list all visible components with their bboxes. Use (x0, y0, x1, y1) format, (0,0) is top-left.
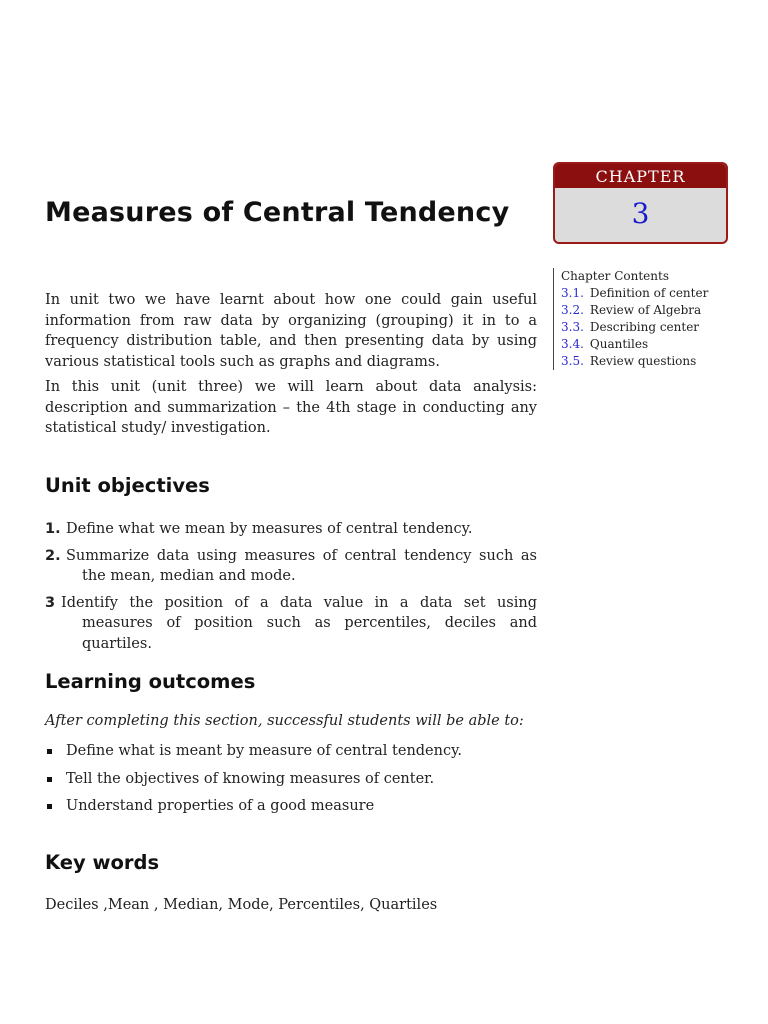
toc-item-number[interactable]: 3.1. (561, 286, 584, 300)
list-marker: 1. (45, 521, 61, 537)
toc-item-number[interactable]: 3.5. (561, 354, 584, 368)
toc-item-label: Review questions (589, 354, 697, 368)
chapter-label: CHAPTER (555, 164, 726, 188)
list-item (45, 593, 537, 655)
keywords-text: Deciles ,Mean , Median, Mode, Percentiles, Quartiles (45, 897, 438, 913)
list-item (45, 546, 537, 587)
list-item-text: Define what we mean by measures of central tendency. (66, 521, 473, 537)
toc-item-number[interactable]: 3.2. (561, 303, 584, 317)
intro-paragraph: In unit two we have learnt about how one could gain useful information from raw data by organizing (grouping) it in to a frequency distribution table, and then presenting data by using various statistical tools such as graphs and diagrams. (45, 292, 537, 370)
list-item-text: Identify the position of a data value in a data set using measures of position such as percentiles, deciles and quartiles. (61, 594, 537, 652)
toc-item-label: Review of Algebra (589, 303, 702, 317)
list-item-text: Summarize data using measures of central tendency such as the mean, median and mode. (66, 547, 537, 584)
list-item-text: Understand properties of a good measure (66, 798, 375, 814)
bullet-icon (47, 749, 52, 754)
objectives-list (45, 519, 537, 660)
chapter-contents-heading: Chapter Contents (561, 269, 669, 283)
chapter-badge (553, 162, 728, 244)
section-heading-outcomes: Learning outcomes (45, 670, 256, 693)
list-marker: 2. (45, 547, 61, 564)
toc-item-label: Quantiles (589, 337, 649, 351)
chapter-number: 3 (631, 197, 650, 230)
outcomes-lead: After completing this section, successful students will be able to: (45, 713, 524, 729)
toc-item[interactable] (561, 285, 708, 302)
toc-item[interactable] (561, 319, 708, 336)
toc-item[interactable] (561, 336, 708, 353)
toc-item-number[interactable]: 3.4. (561, 337, 584, 351)
list-item (45, 519, 537, 540)
section-heading-objectives: Unit objectives (45, 474, 210, 497)
outcomes-list (45, 741, 462, 824)
toc-item[interactable] (561, 353, 708, 370)
intro-paragraph: In this unit (unit three) we will learn about data analysis: description and summarization – the 4th stage in conducting any statistical study/ investigation. (45, 379, 537, 436)
list-item (45, 796, 462, 817)
list-item (45, 741, 462, 762)
page-title: Measures of Central Tendency (45, 197, 510, 228)
toc-item-label: Definition of center (589, 286, 709, 300)
bullet-icon (47, 777, 52, 782)
chapter-contents (553, 268, 708, 370)
list-item-text: Tell the objectives of knowing measures of center. (66, 770, 435, 787)
bullet-icon (47, 804, 52, 809)
toc-item[interactable] (561, 302, 708, 319)
list-item-text: Define what is meant by measure of central tendency. (66, 743, 462, 759)
section-heading-keywords: Key words (45, 851, 160, 874)
toc-item-label: Describing center (589, 320, 700, 334)
toc-item-number[interactable]: 3.3. (561, 320, 584, 334)
list-marker: 3 (45, 594, 56, 611)
list-item (45, 769, 462, 790)
